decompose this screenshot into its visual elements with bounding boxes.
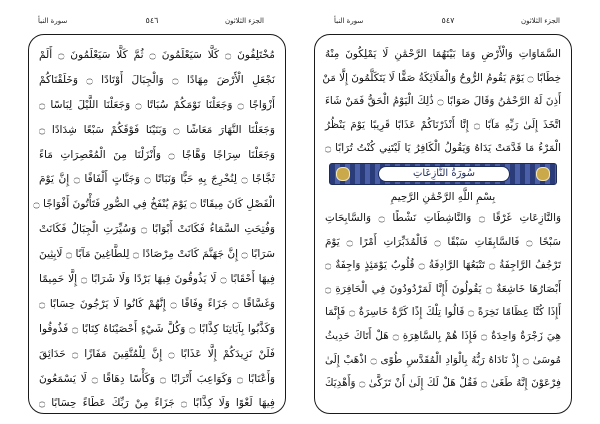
verse-line: أَإِذَا كُنَّا عِظَامًا نَخِرَةً ۝ قَالُوا تِلْكَ إِذًا كَرَّةٌ خَاسِرَةٌ ۝ فَإِنَّمَا: [325, 306, 561, 319]
verse-line: مُوسَىٰ ۝ إِذْ نَادَاهُ رَبُّهُ بِالْوَادِ الْمُقَدَّسِ طُوًى ۝ اذْهَبْ إِلَىٰ: [325, 353, 562, 366]
verse-line: فَلَنْ نَزِيدَكُمْ إِلَّا عَذَابًا ۝ إِنَّ لِلْمُتَّقِينَ مَفَازًا ۝ حَدَائِقَ: [39, 347, 275, 360]
verse-line: وَجَعَلْنَا النَّهَارَ مَعَاشًا ۝ وَبَنَيْنَا فَوْقَكُمْ سَبْعًا شِدَادًا ۝: [39, 123, 275, 136]
verse-line: وَجَعَلْنَا سِرَاجًا وَهَّاجًا ۝ وَأَنْزَلْنَا مِنَ الْمُعْصِرَاتِ مَاءً: [39, 148, 275, 161]
left-header-juz: الجزء الثلاثون: [224, 17, 264, 25]
right-page-frame: [314, 34, 572, 414]
verse-line: وَغَسَّاقًا ۝ جَزَاءً وِفَاقًا ۝ إِنَّهُمْ كَانُوا لَا يَرْجُونَ حِسَابًا ۝: [39, 297, 275, 310]
verse-line: خِطَابًا ۝ يَوْمَ يَقُومُ الرُّوحُ وَالْمَلَائِكَةُ صَفًّا لَا يَتَكَلَّمُونَ إِلَّا مَنْ: [322, 71, 561, 84]
surah-title: سُورَةُ النَّازِعَاتِ: [378, 166, 510, 182]
right-header-juz: الجزء الثلاثون: [520, 17, 560, 25]
basmala: بِسْمِ اللَّهِ الرَّحْمَٰنِ الرَّحِيمِ: [390, 190, 496, 203]
ornament-icon: [536, 167, 550, 181]
verse-line: فِرْعَوْنَ إِنَّهُ طَغَىٰ ۝ فَقُلْ هَلْ لَكَ إِلَىٰ أَنْ تَزَكَّىٰ ۝ وَأَهْدِيَكَ: [325, 377, 561, 390]
verse-line: أَبْصَارُهَا خَاشِعَةٌ ۝ يَقُولُونَ أَإِنَّا لَمَرْدُودُونَ فِي الْحَافِرَةِ ۝: [325, 282, 562, 295]
right-page-number: ٥٤٧: [441, 16, 455, 25]
verse-line: نَجْعَلِ الْأَرْضَ مِهَادًا ۝ وَالْجِبَالَ أَوْتَادًا ۝ وَخَلَقْنَاكُمْ: [39, 73, 275, 86]
verse-line: وَفُتِحَتِ السَّمَاءُ فَكَانَتْ أَبْوَابًا ۝ وَسُيِّرَتِ الْجِبَالُ فَكَانَتْ: [39, 223, 275, 236]
verse-line: هِيَ زَجْرَةٌ وَاحِدَةٌ ۝ فَإِذَا هُمْ بِالسَّاهِرَةِ ۝ هَلْ أَتَاكَ حَدِيثُ: [325, 329, 561, 342]
verse-line: فِيهَا أَحْقَابًا ۝ لَا يَذُوقُونَ فِيهَا بَرْدًا وَلَا شَرَابًا ۝ إِلَّا حَمِيمًا: [39, 273, 275, 286]
verse-line: اتَّخَذَ إِلَىٰ رَبِّهِ مَآبًا ۝ إِنَّا أَنْذَرْنَاكُمْ عَذَابًا قَرِيبًا يَوْمَ يَنْظُرُ: [325, 118, 562, 131]
right-header-surah: سورة النبأ: [334, 17, 364, 25]
verse-line: وَالنَّازِعَاتِ غَرْقًا ۝ وَالنَّاشِطَاتِ نَشْطًا ۝ وَالسَّابِحَاتِ: [325, 211, 561, 224]
left-page: [10, 14, 294, 414]
verse-line: مُخْتَلِفُونَ ۝ كَلَّا سَيَعْلَمُونَ ۝ ثُمَّ كَلَّا سَيَعْلَمُونَ ۝ أَلَمْ: [39, 49, 275, 61]
left-page-number: ٥٤٦: [145, 16, 159, 25]
verse-line: وَأَعْنَابًا ۝ وَكَوَاعِبَ أَتْرَابًا ۝ وَكَأْسًا دِهَاقًا ۝ لَا يَسْمَعُونَ: [39, 372, 276, 385]
verse-line: ثَجَّاجًا ۝ لِنُخْرِجَ بِهِ حَبًّا وَنَبَاتًا ۝ وَجَنَّاتٍ أَلْفَافًا ۝ إِنَّ يَوْمَ: [39, 173, 275, 186]
surah-title-banner: [329, 163, 557, 185]
verse-line: سَرَابًا ۝ إِنَّ جَهَنَّمَ كَانَتْ مِرْصَادًا ۝ لِلطَّاغِينَ مَآبًا ۝ لَابِثِينَ: [39, 248, 275, 261]
verse-line: سَبْحًا ۝ فَالسَّابِقَاتِ سَبْقًا ۝ فَالْمُدَبِّرَاتِ أَمْرًا ۝ يَوْمَ: [325, 235, 561, 248]
verse-line: تَرْجُفُ الرَّاجِفَةُ ۝ تَتْبَعُهَا الرَّادِفَةُ ۝ قُلُوبٌ يَوْمَئِذٍ وَاجِفَةٌ ۝: [325, 259, 561, 272]
verse-line: أَزْوَاجًا ۝ وَجَعَلْنَا نَوْمَكُمْ سُبَاتًا ۝ وَجَعَلْنَا اللَّيْلَ لِبَاسًا ۝: [39, 98, 275, 111]
left-header-surah: سورة النبأ: [38, 17, 68, 25]
right-page: [306, 14, 590, 414]
verse-line: وَكَذَّبُوا بِآيَاتِنَا كِذَّابًا ۝ وَكُلَّ شَيْءٍ أَحْصَيْنَاهُ كِتَابًا ۝ فَذُوقُوا: [39, 322, 276, 335]
verse-line: السَّمَاوَاتِ وَالْأَرْضِ وَمَا بَيْنَهُمَا الرَّحْمَٰنِ لَا يَمْلِكُونَ مِنْهُ: [325, 48, 561, 60]
verse-line: الْمَرْءُ مَا قَدَّمَتْ يَدَاهُ وَيَقُولُ الْكَافِرُ يَا لَيْتَنِي كُنْتُ تُرَابًا ۝: [325, 142, 561, 155]
left-page-header: [10, 14, 294, 28]
verse-line: الْفَصْلِ كَانَ مِيقَاتًا ۝ يَوْمَ يُنْفَخُ فِي الصُّورِ فَتَأْتُونَ أَفْوَاجًا ۝: [33, 198, 275, 211]
left-page-frame: [28, 34, 286, 414]
verse-line: فِيهَا لَغْوًا وَلَا كِذَّابًا ۝ جَزَاءً مِنْ رَبِّكَ عَطَاءً حِسَابًا ۝: [39, 397, 275, 410]
verse-line: أَذِنَ لَهُ الرَّحْمَٰنُ وَقَالَ صَوَابًا ۝ ذَٰلِكَ الْيَوْمُ الْحَقُّ فَمَنْ شَاءَ: [325, 95, 562, 108]
right-page-header: [306, 14, 590, 28]
ornament-icon: [336, 167, 350, 181]
